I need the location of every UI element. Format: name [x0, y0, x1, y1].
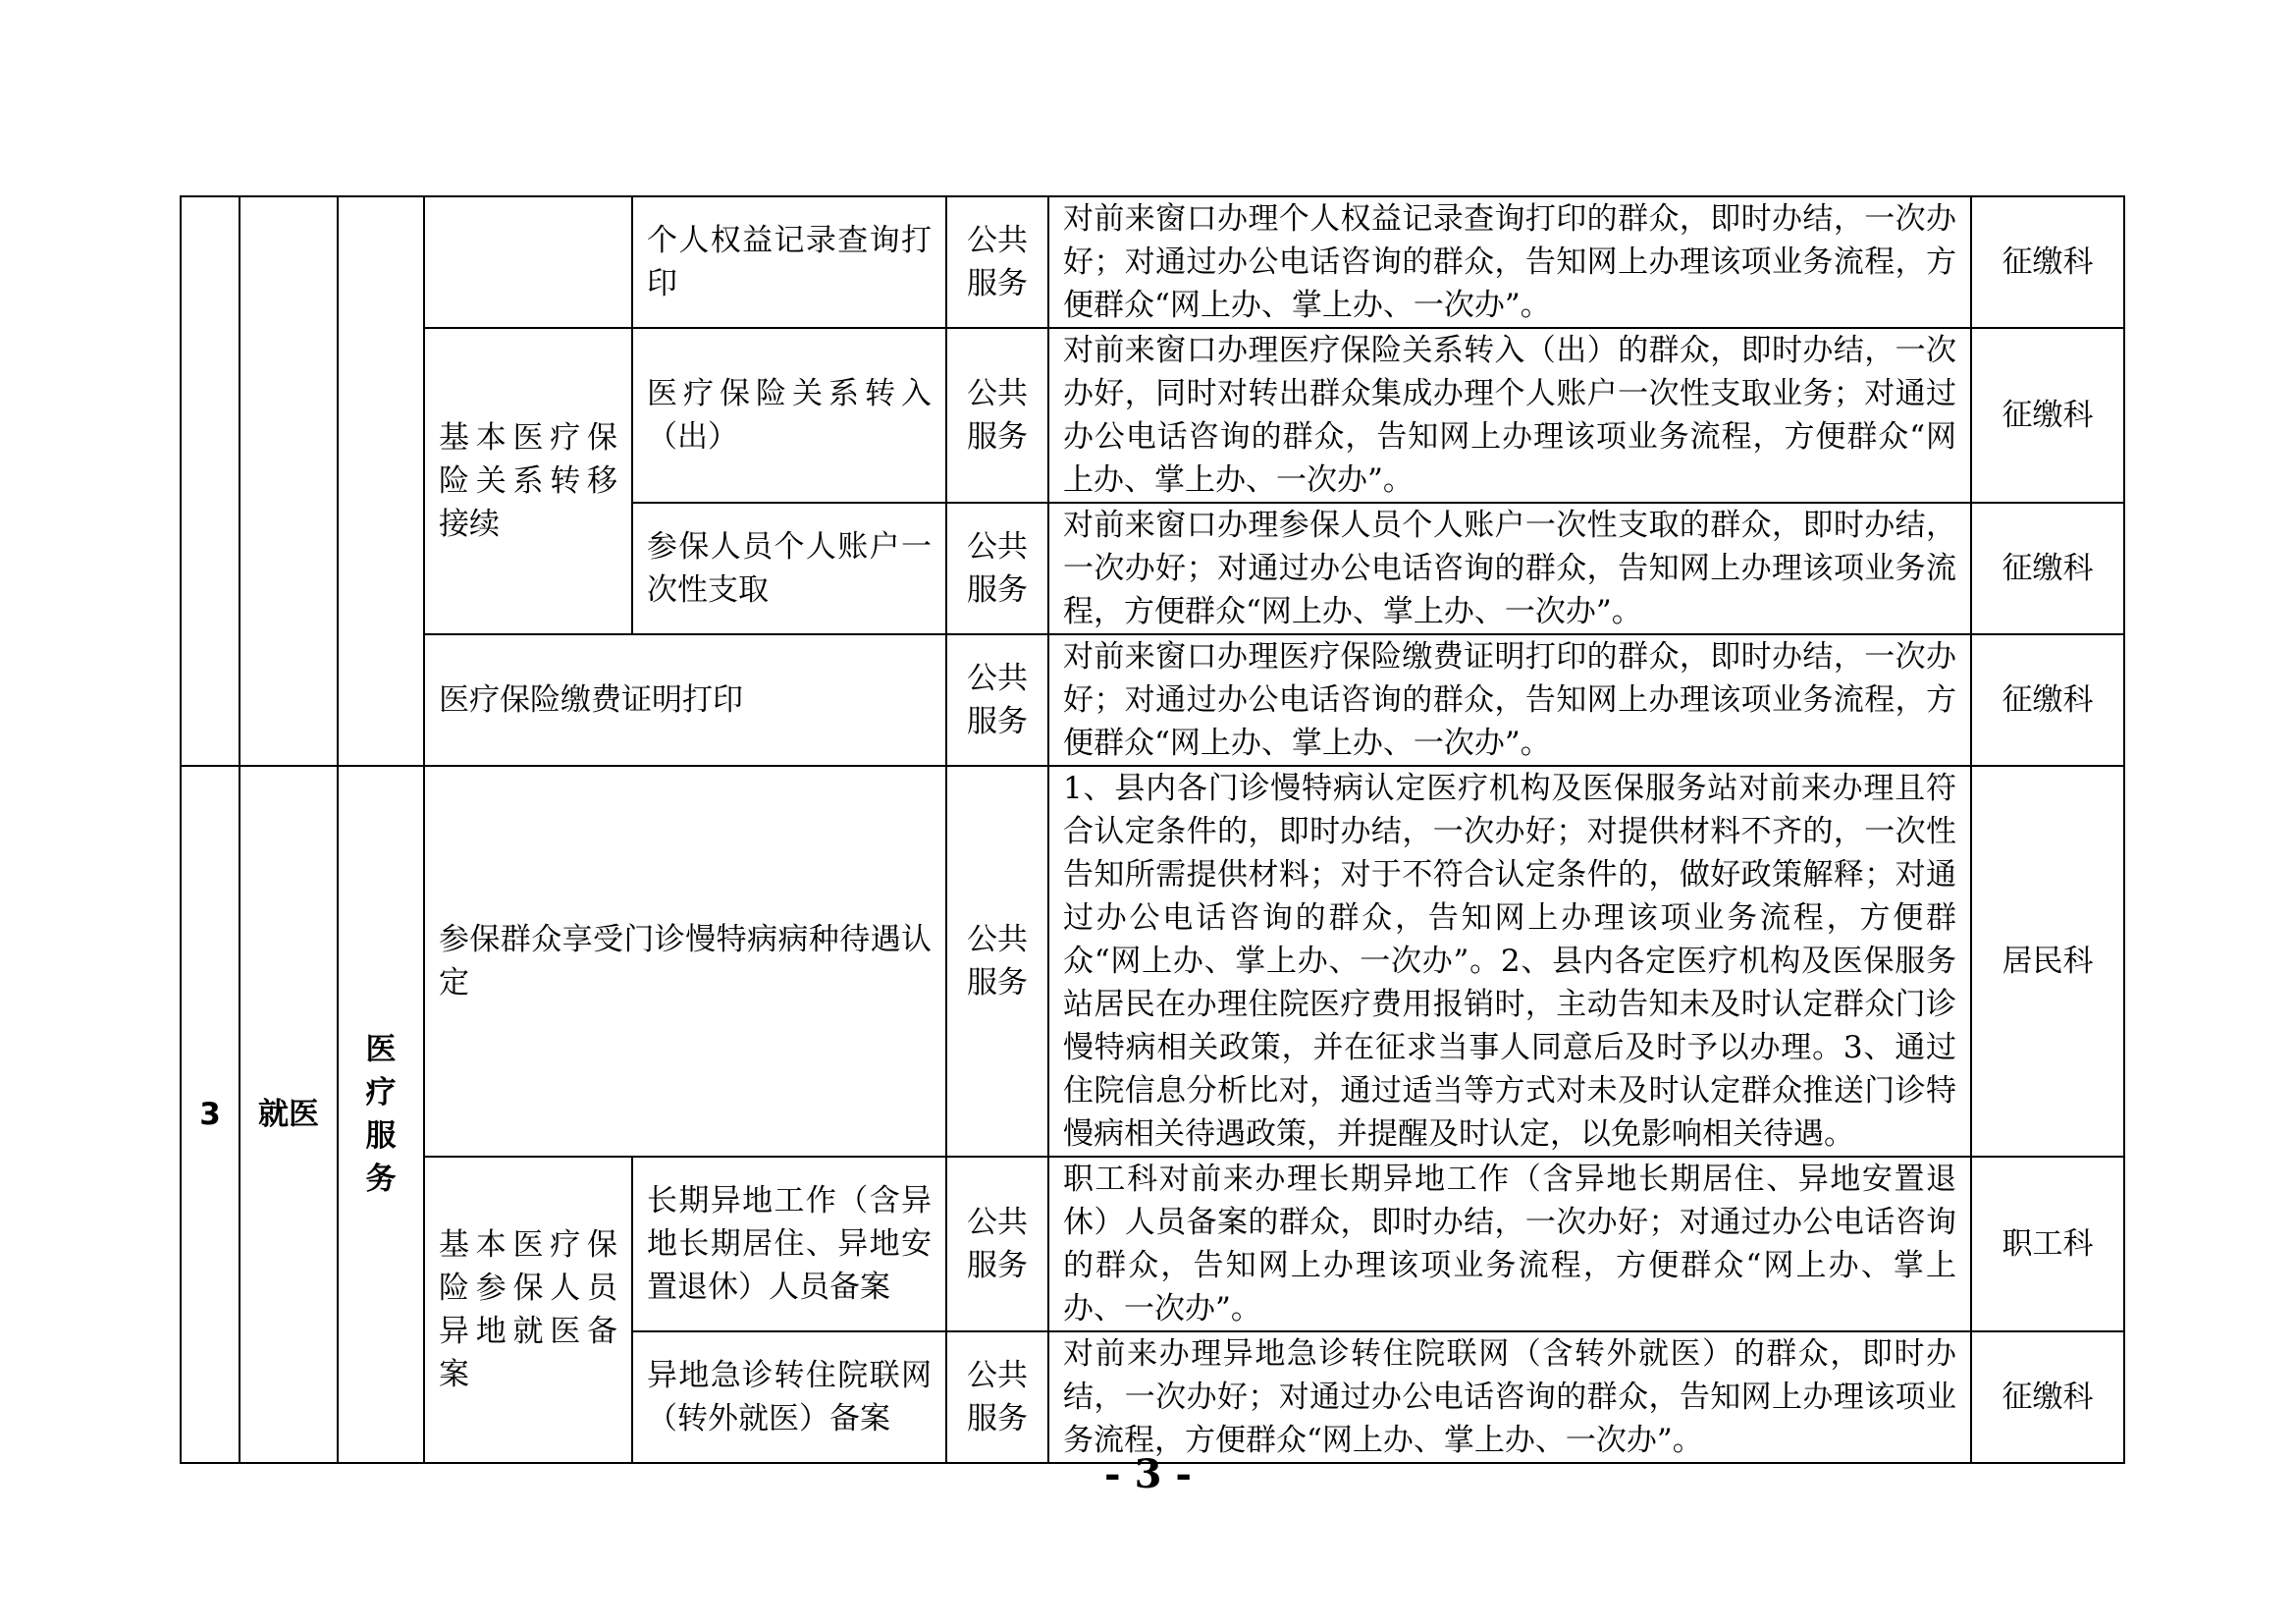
subcategory-cell-empty	[338, 196, 424, 766]
item-cell: 异地急诊转住院联网（转外就医）备案	[632, 1331, 946, 1463]
measure-cell: 对前来窗口办理参保人员个人账户一次性支取的群众，即时办结，一次办好；对通过办公电话咨询的群众，告知网上办理该项业务流程，方便群众“网上办、掌上办、一次办”。	[1048, 503, 1971, 634]
number-cell-empty	[181, 196, 240, 766]
table-row	[181, 1157, 2124, 1331]
subcategory-char: 务	[365, 1162, 397, 1197]
type-cell: 公共服务	[946, 328, 1048, 503]
item-cell: 医疗保险关系转入（出）	[632, 328, 946, 503]
dept-cell: 职工科	[1971, 1157, 2124, 1331]
dept-cell: 征缴科	[1971, 328, 2124, 503]
page-number: - 3 -	[1104, 1451, 1192, 1497]
subcategory-char: 服	[365, 1118, 397, 1154]
dept-cell: 征缴科	[1971, 196, 2124, 328]
type-cell: 公共服务	[946, 766, 1048, 1157]
type-cell: 公共服务	[946, 1331, 1048, 1463]
section-number: 3	[181, 766, 240, 1463]
subcategory-char: 医	[365, 1032, 397, 1067]
group-cell-empty	[424, 196, 632, 328]
item-cell: 个人权益记录查询打印	[632, 196, 946, 328]
item-cell: 参保群众享受门诊慢特病病种待遇认定	[424, 766, 946, 1157]
measure-cell: 职工科对前来办理长期异地工作（含异地长期居住、异地安置退休）人员备案的群众，即时办结，一次办好；对通过办公电话咨询的群众，告知网上办理该项业务流程，方便群众“网上办、掌上办、一次办”。	[1048, 1157, 1971, 1331]
type-cell: 公共服务	[946, 503, 1048, 634]
category-cell-empty	[240, 196, 338, 766]
table-row	[181, 634, 2124, 766]
item-cell: 参保人员个人账户一次性支取	[632, 503, 946, 634]
section-category: 就医	[240, 766, 338, 1463]
measure-cell: 1、县内各门诊慢特病认定医疗机构及医保服务站对前来办理且符合认定条件的，即时办结，一次办好；对提供材料不齐的，一次性告知所需提供材料；对于不符合认定条件的，做好政策解释；对通过办公电话咨询的群众，告知网上办理该项业务流程，方便群众“网上办、掌上办、一次办”。2、县内各定医疗机构及医保服务站居民在办理住院医疗费用报销时，主动告知未及时认定群众门诊慢特病相关政策，并在征求当事人同意后及时予以办理。3、通过住院信息分析比对，通过适当等方式对未及时认定群众推送门诊特慢病相关待遇政策，并提醒及时认定，以免影响相关待遇。	[1048, 766, 1971, 1157]
type-cell: 公共服务	[946, 196, 1048, 328]
measure-cell: 对前来窗口办理个人权益记录查询打印的群众，即时办结，一次办好；对通过办公电话咨询的群众，告知网上办理该项业务流程，方便群众“网上办、掌上办、一次办”。	[1048, 196, 1971, 328]
table-row	[181, 196, 2124, 328]
table-row	[181, 328, 2124, 503]
section-subcategory	[338, 766, 424, 1463]
measure-cell: 对前来办理异地急诊转住院联网（含转外就医）的群众，即时办结，一次办好；对通过办公电话咨询的群众，告知网上办理该项业务流程，方便群众“网上办、掌上办、一次办”。	[1048, 1331, 1971, 1463]
type-cell: 公共服务	[946, 634, 1048, 766]
table-row	[181, 766, 2124, 1157]
subcategory-char: 疗	[365, 1075, 397, 1110]
dept-cell: 征缴科	[1971, 1331, 2124, 1463]
type-cell: 公共服务	[946, 1157, 1048, 1331]
dept-cell: 征缴科	[1971, 503, 2124, 634]
group-cell: 基本医疗保险参保人员异地就医备案	[424, 1157, 632, 1463]
measure-cell: 对前来窗口办理医疗保险关系转入（出）的群众，即时办结，一次办好，同时对转出群众集成办理个人账户一次性支取业务；对通过办公电话咨询的群众，告知网上办理该项业务流程，方便群众“网上办、掌上办、一次办”。	[1048, 328, 1971, 503]
dept-cell: 居民科	[1971, 766, 2124, 1157]
item-cell: 医疗保险缴费证明打印	[424, 634, 946, 766]
item-cell: 长期异地工作（含异地长期居住、异地安置退休）人员备案	[632, 1157, 946, 1331]
measure-cell: 对前来窗口办理医疗保险缴费证明打印的群众，即时办结，一次办好；对通过办公电话咨询的群众，告知网上办理该项业务流程，方便群众“网上办、掌上办、一次办”。	[1048, 634, 1971, 766]
service-table	[180, 195, 2125, 1464]
group-cell: 基本医疗保险关系转移接续	[424, 328, 632, 634]
dept-cell: 征缴科	[1971, 634, 2124, 766]
